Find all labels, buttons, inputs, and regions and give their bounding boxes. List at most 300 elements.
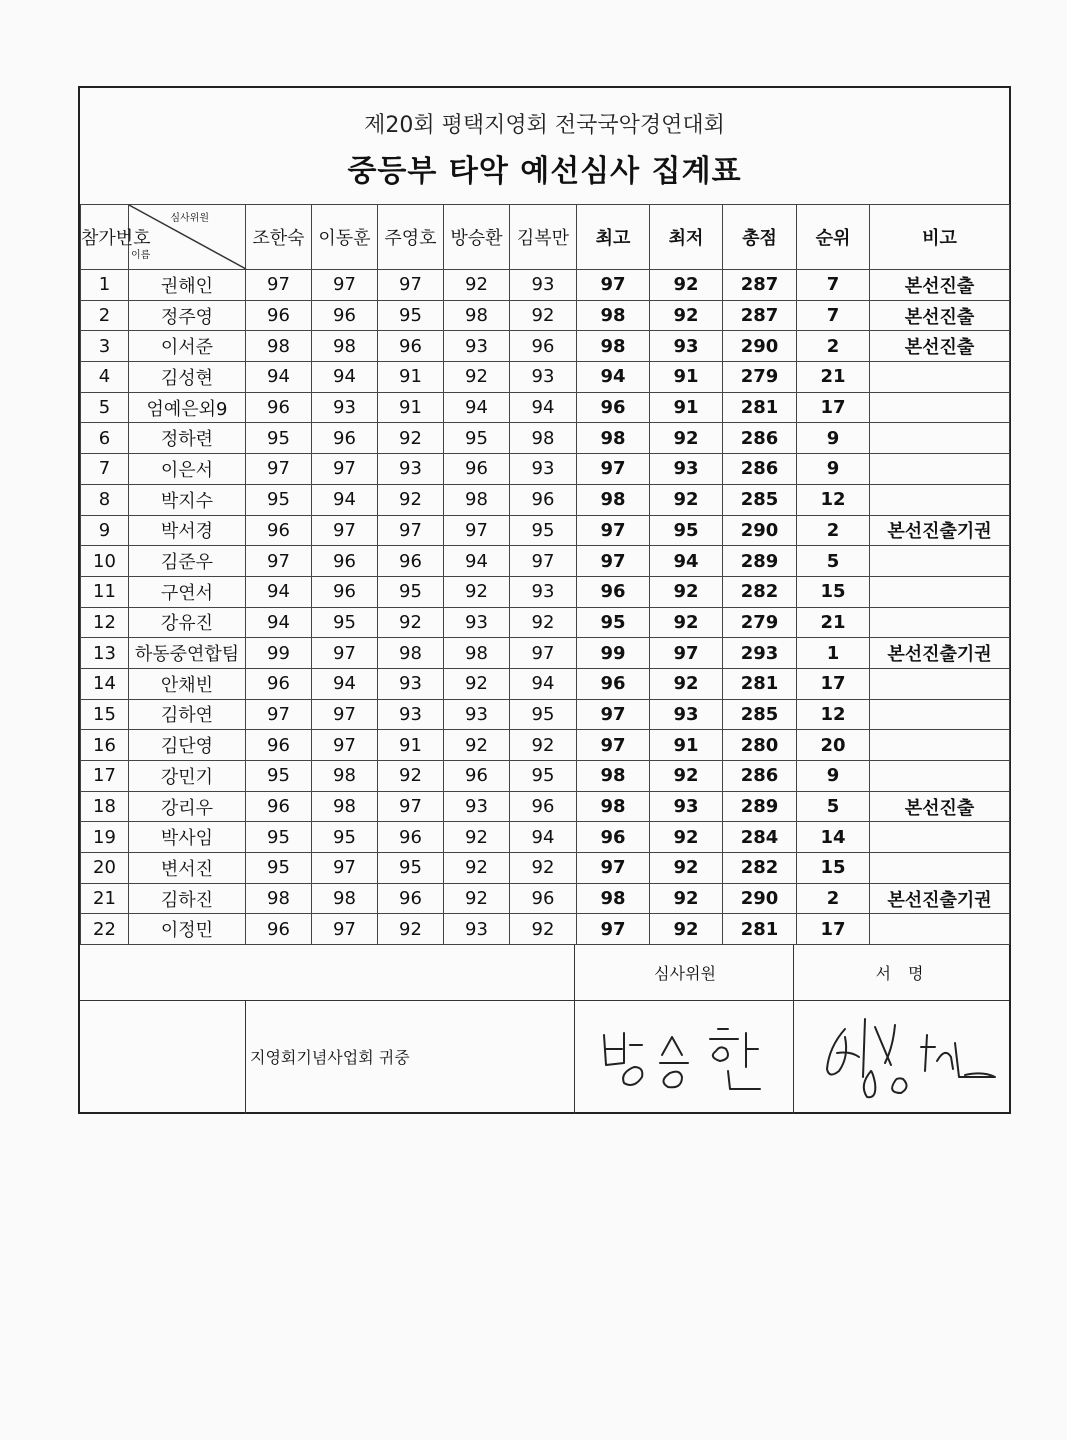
- note: 본선진출기권: [870, 638, 1010, 669]
- judge-2-score: 96: [312, 546, 378, 577]
- entry-number: 11: [81, 576, 129, 607]
- judge-5-score: 96: [510, 331, 577, 362]
- max-score: 98: [577, 331, 650, 362]
- judge-2-score: 96: [312, 300, 378, 331]
- rank: 2: [797, 515, 870, 546]
- judge-1-score: 97: [246, 699, 312, 730]
- participant-name: 박지수: [129, 484, 246, 515]
- rank: 17: [797, 914, 870, 945]
- judge-1-score: 94: [246, 607, 312, 638]
- participant-name: 김준우: [129, 546, 246, 577]
- entry-number: 17: [81, 761, 129, 792]
- judge-1-score: 98: [246, 331, 312, 362]
- judge-1-score: 95: [246, 423, 312, 454]
- judge-2-score: 95: [312, 607, 378, 638]
- judge-2-score: 97: [312, 730, 378, 761]
- judge-4-score: 92: [444, 270, 510, 301]
- col-header-judge-5: 김복만: [510, 205, 577, 270]
- judge-5-score: 96: [510, 484, 577, 515]
- judge-5-score: 95: [510, 699, 577, 730]
- judge-3-score: 97: [378, 515, 444, 546]
- participant-name: 안채빈: [129, 668, 246, 699]
- max-score: 97: [577, 454, 650, 485]
- sign-label: 서 명: [875, 964, 930, 983]
- rank: 20: [797, 730, 870, 761]
- rank: 21: [797, 607, 870, 638]
- table-row: [81, 791, 1010, 822]
- judge-1-score: 98: [246, 883, 312, 914]
- judge-3-score: 95: [378, 300, 444, 331]
- note: [870, 668, 1010, 699]
- judge-2-score: 95: [312, 822, 378, 853]
- min-score: 91: [650, 730, 723, 761]
- judge-5-score: 93: [510, 270, 577, 301]
- participant-name: 하동중연합팀: [129, 638, 246, 669]
- note: [870, 546, 1010, 577]
- judge-2-score: 94: [312, 362, 378, 393]
- participant-name: 구연서: [129, 576, 246, 607]
- entry-number: 21: [81, 883, 129, 914]
- max-score: 94: [577, 362, 650, 393]
- total-score: 285: [723, 699, 797, 730]
- min-score: 92: [650, 300, 723, 331]
- note: [870, 761, 1010, 792]
- participant-name: 강민기: [129, 761, 246, 792]
- participant-name: 권해인: [129, 270, 246, 301]
- col-header-note: 비고: [870, 205, 1010, 270]
- table-row: [81, 638, 1010, 669]
- entry-number: 19: [81, 822, 129, 853]
- judge-2-score: 96: [312, 423, 378, 454]
- total-score: 285: [723, 484, 797, 515]
- rank: 21: [797, 362, 870, 393]
- judge-3-score: 96: [378, 883, 444, 914]
- judge-2-score: 97: [312, 454, 378, 485]
- note: [870, 362, 1010, 393]
- entry-number: 20: [81, 853, 129, 884]
- table-row: [81, 853, 1010, 884]
- table-row: [81, 822, 1010, 853]
- max-score: 98: [577, 761, 650, 792]
- note: [870, 607, 1010, 638]
- judge-4-score: 94: [444, 392, 510, 423]
- col-header-total: 총점: [723, 205, 797, 270]
- note: 본선진출: [870, 791, 1010, 822]
- participant-name: 김성현: [129, 362, 246, 393]
- judge-4-score: 93: [444, 914, 510, 945]
- table-row: [81, 914, 1010, 945]
- judge-4-score: 92: [444, 576, 510, 607]
- note: [870, 392, 1010, 423]
- min-score: 92: [650, 761, 723, 792]
- max-score: 97: [577, 914, 650, 945]
- total-score: 290: [723, 331, 797, 362]
- judge-3-score: 91: [378, 730, 444, 761]
- max-score: 98: [577, 300, 650, 331]
- judge-2-score: 97: [312, 699, 378, 730]
- judge-1-score: 97: [246, 546, 312, 577]
- col-header-judge-1: 조한숙: [246, 205, 312, 270]
- competition-title: 제20회 평택지영회 전국국악경연대회: [364, 113, 725, 138]
- judge-4-score: 92: [444, 822, 510, 853]
- rank: 9: [797, 761, 870, 792]
- judge-3-score: 96: [378, 546, 444, 577]
- judge-5-score: 93: [510, 576, 577, 607]
- judge-3-score: 92: [378, 607, 444, 638]
- sponsor-text: 지영회기념사업회 귀중: [250, 1048, 410, 1067]
- participant-name: 이은서: [129, 454, 246, 485]
- judge-2-score: 96: [312, 576, 378, 607]
- judge-4-score: 98: [444, 638, 510, 669]
- table-row: [81, 515, 1010, 546]
- total-score: 281: [723, 668, 797, 699]
- min-score: 95: [650, 515, 723, 546]
- title-area: [80, 88, 1009, 205]
- max-score: 97: [577, 853, 650, 884]
- entry-number: 18: [81, 791, 129, 822]
- rank: 12: [797, 484, 870, 515]
- judge-2-score: 94: [312, 484, 378, 515]
- entry-number: 2: [81, 300, 129, 331]
- judge-4-score: 98: [444, 300, 510, 331]
- max-score: 97: [577, 699, 650, 730]
- rank: 15: [797, 576, 870, 607]
- col-header-judge-2: 이동훈: [312, 205, 378, 270]
- judge-5-score: 93: [510, 362, 577, 393]
- entry-number: 16: [81, 730, 129, 761]
- judge-4-score: 93: [444, 699, 510, 730]
- entry-number: 12: [81, 607, 129, 638]
- judge-4-score: 93: [444, 607, 510, 638]
- total-score: 279: [723, 362, 797, 393]
- judge-5-score: 92: [510, 853, 577, 884]
- score-table: [80, 204, 1010, 945]
- judge-3-score: 98: [378, 638, 444, 669]
- table-row: [81, 454, 1010, 485]
- max-score: 97: [577, 730, 650, 761]
- judge-5-score: 95: [510, 761, 577, 792]
- max-score: 97: [577, 515, 650, 546]
- signature-area: [80, 945, 1009, 1114]
- note: 본선진출: [870, 331, 1010, 362]
- entry-number: 6: [81, 423, 129, 454]
- sheet-title: 중등부 타악 예선심사 집계표: [347, 154, 742, 189]
- judge-5-score: 94: [510, 392, 577, 423]
- judge-5-score: 97: [510, 638, 577, 669]
- rank: 12: [797, 699, 870, 730]
- rank: 17: [797, 668, 870, 699]
- judge-1-score: 96: [246, 791, 312, 822]
- judge-3-score: 92: [378, 484, 444, 515]
- total-score: 287: [723, 300, 797, 331]
- participant-name: 강유진: [129, 607, 246, 638]
- judge-5-score: 93: [510, 454, 577, 485]
- judge-2-score: 98: [312, 791, 378, 822]
- judge-1-score: 96: [246, 300, 312, 331]
- judge-5-score: 94: [510, 822, 577, 853]
- participant-name: 강리우: [129, 791, 246, 822]
- min-score: 92: [650, 423, 723, 454]
- min-score: 97: [650, 638, 723, 669]
- judge-2-score: 98: [312, 761, 378, 792]
- divider: [245, 1001, 246, 1114]
- table-row: [81, 730, 1010, 761]
- min-score: 92: [650, 914, 723, 945]
- max-score: 96: [577, 576, 650, 607]
- judge-5-score: 96: [510, 791, 577, 822]
- max-score: 97: [577, 270, 650, 301]
- judge-4-score: 95: [444, 423, 510, 454]
- table-row: [81, 484, 1010, 515]
- max-score: 95: [577, 607, 650, 638]
- judge-1-score: 95: [246, 484, 312, 515]
- entry-number: 8: [81, 484, 129, 515]
- col-header-max: 최고: [577, 205, 650, 270]
- participant-name: 정주영: [129, 300, 246, 331]
- judge-3-score: 95: [378, 576, 444, 607]
- col-header-number: 참가번호: [81, 205, 129, 270]
- judge-1-score: 95: [246, 761, 312, 792]
- entry-number: 4: [81, 362, 129, 393]
- entry-number: 9: [81, 515, 129, 546]
- total-score: 287: [723, 270, 797, 301]
- judge-3-score: 91: [378, 362, 444, 393]
- max-score: 96: [577, 668, 650, 699]
- note: [870, 423, 1010, 454]
- table-row: [81, 392, 1010, 423]
- header-row: [81, 205, 1010, 270]
- note: [870, 914, 1010, 945]
- note: 본선진출: [870, 300, 1010, 331]
- min-score: 92: [650, 576, 723, 607]
- corner-judge-label: 심사위원: [170, 213, 209, 224]
- note: 본선진출기권: [870, 883, 1010, 914]
- judge-1-score: 99: [246, 638, 312, 669]
- score-rows: [81, 270, 1010, 945]
- rank: 5: [797, 546, 870, 577]
- judge-5-score: 97: [510, 546, 577, 577]
- judge-4-score: 92: [444, 668, 510, 699]
- judge-3-score: 96: [378, 331, 444, 362]
- min-score: 91: [650, 392, 723, 423]
- min-score: 92: [650, 822, 723, 853]
- judge-3-score: 92: [378, 761, 444, 792]
- judge-2-score: 93: [312, 392, 378, 423]
- max-score: 96: [577, 392, 650, 423]
- rank: 9: [797, 454, 870, 485]
- total-score: 289: [723, 791, 797, 822]
- participant-name: 정하련: [129, 423, 246, 454]
- max-score: 97: [577, 546, 650, 577]
- judge-2-score: 97: [312, 638, 378, 669]
- min-score: 94: [650, 546, 723, 577]
- total-score: 290: [723, 515, 797, 546]
- table-row: [81, 699, 1010, 730]
- judge-4-score: 97: [444, 515, 510, 546]
- judge-4-score: 96: [444, 454, 510, 485]
- min-score: 92: [650, 668, 723, 699]
- rank: 14: [797, 822, 870, 853]
- max-score: 98: [577, 791, 650, 822]
- total-score: 290: [723, 883, 797, 914]
- judge-3-score: 92: [378, 914, 444, 945]
- entry-number: 15: [81, 699, 129, 730]
- judge-4-score: 92: [444, 730, 510, 761]
- total-score: 286: [723, 423, 797, 454]
- judge-3-score: 97: [378, 791, 444, 822]
- signature-image: [815, 1007, 1005, 1107]
- judge-4-score: 94: [444, 546, 510, 577]
- max-score: 98: [577, 423, 650, 454]
- divider: [793, 945, 794, 1114]
- col-header-min: 최저: [650, 205, 723, 270]
- judge-1-score: 96: [246, 392, 312, 423]
- note: [870, 730, 1010, 761]
- entry-number: 3: [81, 331, 129, 362]
- max-score: 96: [577, 822, 650, 853]
- judge-2-score: 97: [312, 270, 378, 301]
- judge-5-score: 98: [510, 423, 577, 454]
- judge-1-score: 96: [246, 914, 312, 945]
- table-row: [81, 300, 1010, 331]
- note: [870, 822, 1010, 853]
- table-row: [81, 668, 1010, 699]
- judge-5-score: 92: [510, 730, 577, 761]
- participant-name: 김단영: [129, 730, 246, 761]
- total-score: 280: [723, 730, 797, 761]
- entry-number: 13: [81, 638, 129, 669]
- judge-1-score: 97: [246, 270, 312, 301]
- table-row: [81, 607, 1010, 638]
- participant-name: 변서진: [129, 853, 246, 884]
- judge-2-score: 98: [312, 331, 378, 362]
- judge-5-score: 94: [510, 668, 577, 699]
- judge-4-score: 93: [444, 331, 510, 362]
- judge-1-score: 97: [246, 454, 312, 485]
- table-row: [81, 423, 1010, 454]
- judge-5-score: 95: [510, 515, 577, 546]
- corner-name-label: 이름: [131, 250, 151, 261]
- entry-number: 14: [81, 668, 129, 699]
- rank: 7: [797, 270, 870, 301]
- judge-3-score: 97: [378, 270, 444, 301]
- entry-number: 10: [81, 546, 129, 577]
- min-score: 92: [650, 853, 723, 884]
- judge-2-score: 98: [312, 883, 378, 914]
- entry-number: 1: [81, 270, 129, 301]
- participant-name: 김하연: [129, 699, 246, 730]
- judge-4-score: 92: [444, 362, 510, 393]
- judge-3-score: 93: [378, 668, 444, 699]
- note: [870, 576, 1010, 607]
- total-score: 286: [723, 454, 797, 485]
- total-score: 282: [723, 853, 797, 884]
- judge-3-score: 91: [378, 392, 444, 423]
- total-score: 293: [723, 638, 797, 669]
- judge-label: 심사위원: [654, 964, 716, 983]
- table-row: [81, 270, 1010, 301]
- score-sheet: [78, 86, 1011, 1114]
- rank: 15: [797, 853, 870, 884]
- max-score: 99: [577, 638, 650, 669]
- judge-1-score: 96: [246, 668, 312, 699]
- participant-name: 이정민: [129, 914, 246, 945]
- note: [870, 484, 1010, 515]
- note: 본선진출: [870, 270, 1010, 301]
- total-score: 284: [723, 822, 797, 853]
- judge-5-score: 96: [510, 883, 577, 914]
- rank: 9: [797, 423, 870, 454]
- rank: 5: [797, 791, 870, 822]
- total-score: 286: [723, 761, 797, 792]
- entry-number: 5: [81, 392, 129, 423]
- col-header-judge-4: 방승환: [444, 205, 510, 270]
- max-score: 98: [577, 883, 650, 914]
- judge-1-score: 95: [246, 853, 312, 884]
- rank: 17: [797, 392, 870, 423]
- note: [870, 853, 1010, 884]
- min-score: 92: [650, 883, 723, 914]
- judge-5-score: 92: [510, 607, 577, 638]
- max-score: 98: [577, 484, 650, 515]
- table-row: [81, 761, 1010, 792]
- divider: [574, 945, 575, 1114]
- col-header-corner: [129, 205, 246, 270]
- judge-3-score: 93: [378, 454, 444, 485]
- min-score: 92: [650, 484, 723, 515]
- judge-3-score: 92: [378, 423, 444, 454]
- judge-1-score: 94: [246, 362, 312, 393]
- entry-number: 22: [81, 914, 129, 945]
- judge-2-score: 97: [312, 853, 378, 884]
- min-score: 92: [650, 607, 723, 638]
- judge-4-score: 92: [444, 883, 510, 914]
- table-row: [81, 883, 1010, 914]
- judge-4-score: 92: [444, 853, 510, 884]
- judge-5-score: 92: [510, 914, 577, 945]
- participant-name: 박사임: [129, 822, 246, 853]
- judge-2-score: 94: [312, 668, 378, 699]
- participant-name: 박서경: [129, 515, 246, 546]
- judge-3-score: 96: [378, 822, 444, 853]
- total-score: 281: [723, 392, 797, 423]
- note: 본선진출기권: [870, 515, 1010, 546]
- table-row: [81, 546, 1010, 577]
- judge-1-score: 95: [246, 822, 312, 853]
- note: [870, 699, 1010, 730]
- judge-5-score: 92: [510, 300, 577, 331]
- min-score: 93: [650, 454, 723, 485]
- table-row: [81, 362, 1010, 393]
- judge-3-score: 93: [378, 699, 444, 730]
- col-header-rank: 순위: [797, 205, 870, 270]
- judge-1-score: 96: [246, 515, 312, 546]
- min-score: 93: [650, 699, 723, 730]
- entry-number: 7: [81, 454, 129, 485]
- judge-1-score: 96: [246, 730, 312, 761]
- min-score: 91: [650, 362, 723, 393]
- note: [870, 454, 1010, 485]
- judge-4-score: 98: [444, 484, 510, 515]
- rank: 2: [797, 331, 870, 362]
- total-score: 281: [723, 914, 797, 945]
- participant-name: 김하진: [129, 883, 246, 914]
- min-score: 92: [650, 270, 723, 301]
- participant-name: 엄예은외9: [129, 392, 246, 423]
- table-row: [81, 576, 1010, 607]
- rank: 7: [797, 300, 870, 331]
- min-score: 93: [650, 791, 723, 822]
